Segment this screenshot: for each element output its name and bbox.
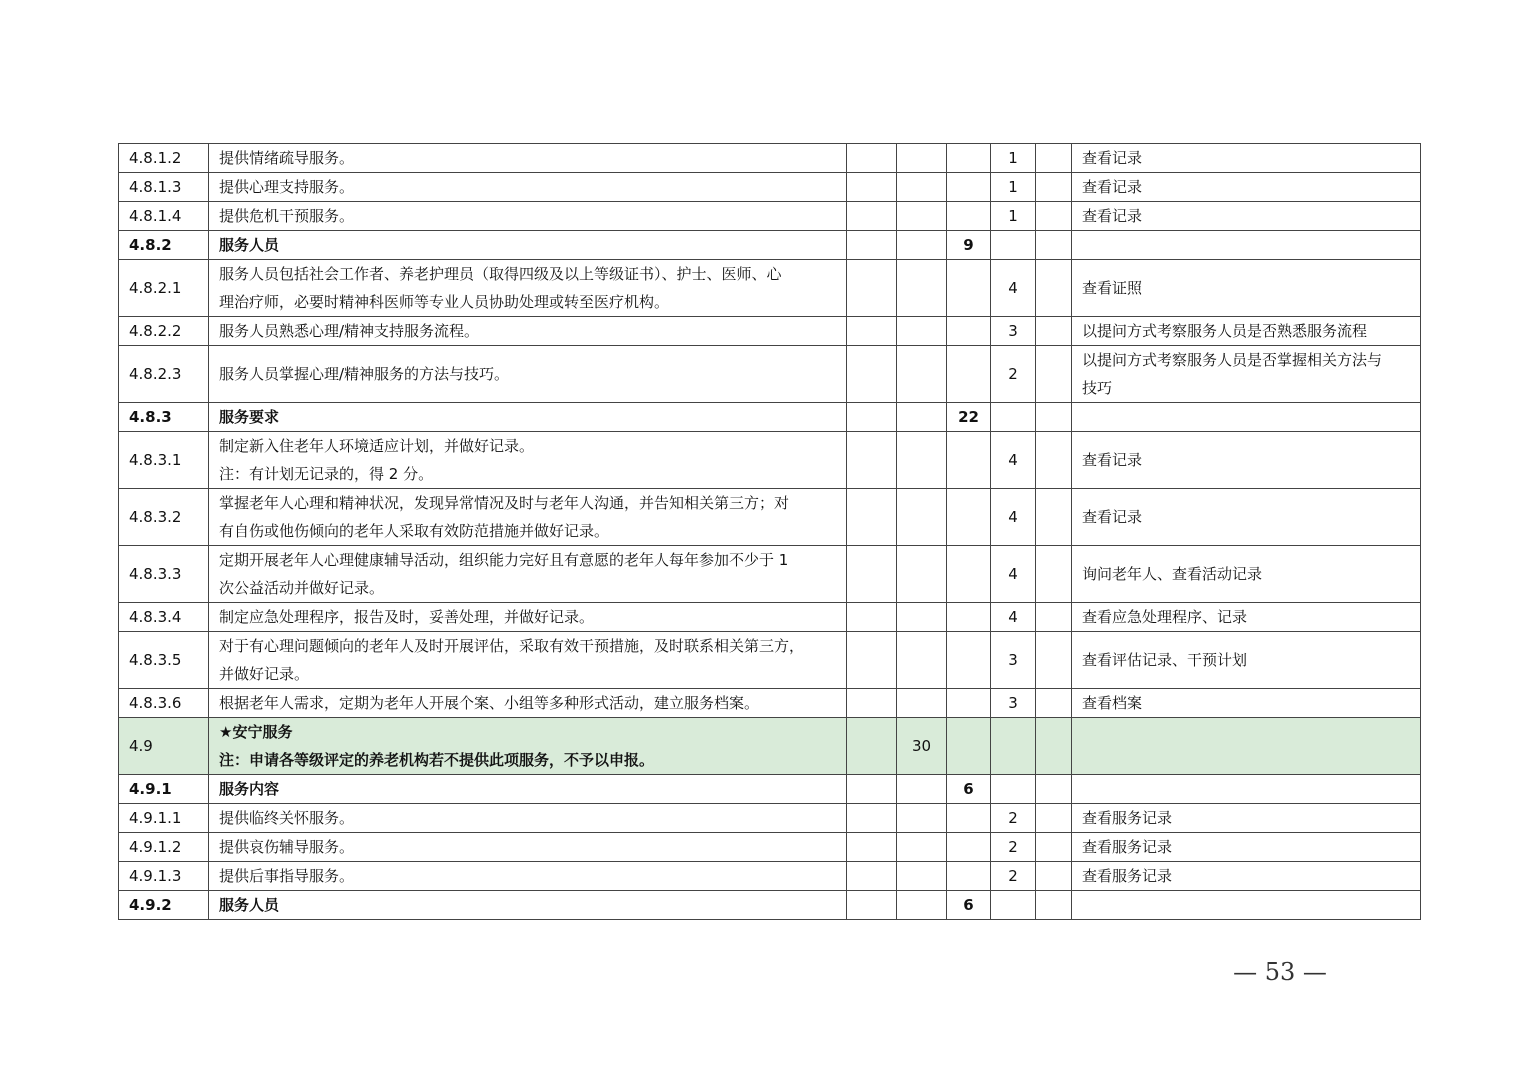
item-content	[209, 689, 847, 718]
score-col-3	[947, 432, 991, 489]
score-col-3	[947, 144, 991, 173]
content-line: 制定新入住老年人环境适应计划，并做好记录。	[219, 437, 535, 455]
score-col-2: 30	[897, 718, 947, 775]
score-col-3	[947, 489, 991, 546]
content-line: 服务内容	[219, 780, 280, 798]
item-content	[209, 632, 847, 689]
table-row	[119, 804, 1421, 833]
evaluation-method	[1072, 804, 1421, 833]
item-code: 4.8.3	[119, 403, 209, 432]
item-code: 4.8.1.3	[119, 173, 209, 202]
score-col-4: 4	[991, 546, 1036, 603]
content-line: 服务人员掌握心理/精神服务的方法与技巧。	[219, 365, 510, 383]
content-line: ★安宁服务	[219, 723, 293, 741]
table-row	[119, 260, 1421, 317]
score-col-2	[897, 833, 947, 862]
item-code: 4.8.1.2	[119, 144, 209, 173]
method-line: 查看档案	[1082, 694, 1143, 712]
score-col-4: 1	[991, 173, 1036, 202]
table-row	[119, 432, 1421, 489]
score-col-2	[897, 346, 947, 403]
score-col-4: 4	[991, 260, 1036, 317]
score-col-5	[1036, 891, 1072, 920]
score-col-5	[1036, 231, 1072, 260]
score-col-1	[847, 260, 897, 317]
score-col-2	[897, 317, 947, 346]
score-col-3	[947, 346, 991, 403]
table-row	[119, 346, 1421, 403]
score-col-3: 6	[947, 891, 991, 920]
item-code: 4.8.2	[119, 231, 209, 260]
score-col-3	[947, 260, 991, 317]
score-col-5	[1036, 489, 1072, 546]
method-line: 查看服务记录	[1082, 867, 1173, 885]
item-code: 4.8.3.4	[119, 603, 209, 632]
item-content	[209, 346, 847, 403]
item-content	[209, 144, 847, 173]
score-col-1	[847, 775, 897, 804]
score-col-4: 3	[991, 317, 1036, 346]
score-col-5	[1036, 432, 1072, 489]
content-line: 对于有心理问题倾向的老年人及时开展评估，采取有效干预措施，及时联系相关第三方，	[219, 637, 805, 655]
score-col-5	[1036, 346, 1072, 403]
content-line: 制定应急处理程序，报告及时，妥善处理，并做好记录。	[219, 608, 595, 626]
item-content	[209, 202, 847, 231]
item-code: 4.9	[119, 718, 209, 775]
item-content	[209, 173, 847, 202]
content-line: 服务人员熟悉心理/精神支持服务流程。	[219, 322, 480, 340]
score-col-1	[847, 403, 897, 432]
method-line: 查看记录	[1082, 508, 1143, 526]
item-content	[209, 862, 847, 891]
score-col-5	[1036, 202, 1072, 231]
score-col-2	[897, 603, 947, 632]
item-code: 4.8.2.1	[119, 260, 209, 317]
score-col-1	[847, 862, 897, 891]
score-col-5	[1036, 173, 1072, 202]
method-line: 查看服务记录	[1082, 809, 1173, 827]
score-col-5	[1036, 775, 1072, 804]
content-line: 提供临终关怀服务。	[219, 809, 355, 827]
section-row	[119, 775, 1421, 804]
content-line: 提供后事指导服务。	[219, 867, 355, 885]
method-line: 查看记录	[1082, 149, 1143, 167]
evaluation-method	[1072, 862, 1421, 891]
score-col-1	[847, 317, 897, 346]
score-col-2	[897, 202, 947, 231]
method-line: 查看记录	[1082, 178, 1143, 196]
section-row	[119, 231, 1421, 260]
score-col-4: 1	[991, 202, 1036, 231]
score-col-3	[947, 546, 991, 603]
content-line: 服务人员包括社会工作者、养老护理员（取得四级及以上等级证书）、护士、医师、心	[219, 265, 782, 283]
score-col-4: 3	[991, 632, 1036, 689]
score-col-5	[1036, 718, 1072, 775]
content-line: 并做好记录。	[219, 665, 310, 683]
item-content	[209, 489, 847, 546]
content-line: 服务人员	[219, 236, 280, 254]
section-row	[119, 891, 1421, 920]
content-line: 根据老年人需求，定期为老年人开展个案、小组等多种形式活动，建立服务档案。	[219, 694, 760, 712]
item-code: 4.8.3.2	[119, 489, 209, 546]
score-col-5	[1036, 689, 1072, 718]
table-row	[119, 202, 1421, 231]
score-col-3	[947, 804, 991, 833]
score-col-1	[847, 632, 897, 689]
score-col-1	[847, 202, 897, 231]
score-col-3	[947, 833, 991, 862]
score-col-1	[847, 231, 897, 260]
item-code: 4.8.3.1	[119, 432, 209, 489]
score-col-3	[947, 862, 991, 891]
score-col-1	[847, 489, 897, 546]
score-col-4	[991, 891, 1036, 920]
evaluation-method	[1072, 546, 1421, 603]
item-code: 4.8.3.3	[119, 546, 209, 603]
evaluation-method	[1072, 775, 1421, 804]
evaluation-method	[1072, 403, 1421, 432]
item-content	[209, 546, 847, 603]
score-col-5	[1036, 403, 1072, 432]
score-col-3	[947, 202, 991, 231]
score-col-3	[947, 632, 991, 689]
evaluation-method	[1072, 317, 1421, 346]
content-note: 注：申请各等级评定的养老机构若不提供此项服务，不予以申报。	[219, 751, 655, 769]
method-line: 查看服务记录	[1082, 838, 1173, 856]
score-col-5	[1036, 317, 1072, 346]
section-title	[209, 891, 847, 920]
score-col-2	[897, 891, 947, 920]
score-col-2	[897, 689, 947, 718]
content-line: 提供心理支持服务。	[219, 178, 355, 196]
page-number: — 53 —	[1233, 958, 1327, 986]
content-line: 提供哀伤辅导服务。	[219, 838, 355, 856]
score-col-5	[1036, 833, 1072, 862]
score-col-4: 4	[991, 489, 1036, 546]
score-col-5	[1036, 632, 1072, 689]
score-col-2	[897, 231, 947, 260]
score-col-1	[847, 689, 897, 718]
score-col-5	[1036, 144, 1072, 173]
score-col-2	[897, 862, 947, 891]
evaluation-method	[1072, 202, 1421, 231]
score-col-1	[847, 718, 897, 775]
score-col-1	[847, 804, 897, 833]
table-row	[119, 144, 1421, 173]
content-line: 掌握老年人心理和精神状况，发现异常情况及时与老年人沟通，并告知相关第三方；对	[219, 494, 790, 512]
method-line: 以提问方式考察服务人员是否掌握相关方法与	[1082, 351, 1383, 369]
evaluation-method	[1072, 689, 1421, 718]
section-title	[209, 775, 847, 804]
evaluation-method	[1072, 632, 1421, 689]
score-col-1	[847, 891, 897, 920]
evaluation-method	[1072, 231, 1421, 260]
score-col-4	[991, 718, 1036, 775]
score-col-1	[847, 546, 897, 603]
score-col-1	[847, 833, 897, 862]
item-code: 4.8.3.5	[119, 632, 209, 689]
evaluation-method	[1072, 489, 1421, 546]
section-title	[209, 403, 847, 432]
score-col-4: 3	[991, 689, 1036, 718]
section-row	[119, 403, 1421, 432]
evaluation-method	[1072, 432, 1421, 489]
score-col-5	[1036, 862, 1072, 891]
score-col-3	[947, 173, 991, 202]
content-note: 注：有计划无记录的，得 2 分。	[219, 465, 434, 483]
evaluation-method	[1072, 833, 1421, 862]
score-col-3: 22	[947, 403, 991, 432]
score-col-4	[991, 403, 1036, 432]
content-line: 理治疗师，必要时精神科医师等专业人员协助处理或转至医疗机构。	[219, 293, 670, 311]
score-col-2	[897, 489, 947, 546]
score-col-5	[1036, 603, 1072, 632]
score-col-1	[847, 603, 897, 632]
score-col-2	[897, 804, 947, 833]
score-col-4: 1	[991, 144, 1036, 173]
score-col-1	[847, 173, 897, 202]
score-col-1	[847, 346, 897, 403]
score-col-2	[897, 546, 947, 603]
item-content	[209, 317, 847, 346]
item-content	[209, 260, 847, 317]
table-row	[119, 833, 1421, 862]
item-code: 4.8.3.6	[119, 689, 209, 718]
table-row	[119, 632, 1421, 689]
item-code: 4.8.2.3	[119, 346, 209, 403]
method-line: 查看记录	[1082, 451, 1143, 469]
evaluation-method	[1072, 346, 1421, 403]
method-line: 询问老年人、查看活动记录	[1082, 565, 1263, 583]
score-col-4: 2	[991, 862, 1036, 891]
table-row	[119, 603, 1421, 632]
evaluation-method	[1072, 718, 1421, 775]
score-col-2	[897, 260, 947, 317]
evaluation-method	[1072, 173, 1421, 202]
score-col-4: 2	[991, 346, 1036, 403]
table-row	[119, 862, 1421, 891]
table-row	[119, 317, 1421, 346]
score-col-2	[897, 173, 947, 202]
table-row	[119, 546, 1421, 603]
score-col-2	[897, 403, 947, 432]
method-line: 查看应急处理程序、记录	[1082, 608, 1248, 626]
item-code: 4.9.1.1	[119, 804, 209, 833]
item-code: 4.9.1.2	[119, 833, 209, 862]
score-col-5	[1036, 260, 1072, 317]
score-col-1	[847, 432, 897, 489]
score-col-3: 6	[947, 775, 991, 804]
section-title	[209, 718, 847, 775]
score-col-3	[947, 718, 991, 775]
table-row	[119, 689, 1421, 718]
table-row	[119, 489, 1421, 546]
content-line: 有自伤或他伤倾向的老年人采取有效防范措施并做好记录。	[219, 522, 610, 540]
evaluation-method	[1072, 260, 1421, 317]
item-content	[209, 833, 847, 862]
score-col-2	[897, 775, 947, 804]
item-code: 4.8.2.2	[119, 317, 209, 346]
score-col-3	[947, 603, 991, 632]
score-col-2	[897, 144, 947, 173]
score-col-5	[1036, 804, 1072, 833]
item-code: 4.9.1	[119, 775, 209, 804]
item-content	[209, 603, 847, 632]
score-col-2	[897, 432, 947, 489]
content-line: 提供情绪疏导服务。	[219, 149, 355, 167]
score-col-4	[991, 231, 1036, 260]
evaluation-method	[1072, 144, 1421, 173]
score-col-5	[1036, 546, 1072, 603]
score-col-3: 9	[947, 231, 991, 260]
score-col-4	[991, 775, 1036, 804]
content-line: 提供危机干预服务。	[219, 207, 355, 225]
score-col-4: 2	[991, 833, 1036, 862]
method-line: 查看证照	[1082, 279, 1143, 297]
item-content	[209, 432, 847, 489]
score-col-4: 4	[991, 603, 1036, 632]
method-line: 查看记录	[1082, 207, 1143, 225]
content-line: 服务要求	[219, 408, 280, 426]
content-line: 服务人员	[219, 896, 280, 914]
item-code: 4.9.2	[119, 891, 209, 920]
item-content	[209, 804, 847, 833]
evaluation-method	[1072, 603, 1421, 632]
score-col-3	[947, 317, 991, 346]
score-col-2	[897, 632, 947, 689]
item-code: 4.8.1.4	[119, 202, 209, 231]
score-col-4: 2	[991, 804, 1036, 833]
section-title	[209, 231, 847, 260]
highlighted-section-row	[119, 718, 1421, 775]
evaluation-method	[1072, 891, 1421, 920]
method-line: 技巧	[1082, 379, 1113, 397]
content-line: 次公益活动并做好记录。	[219, 579, 385, 597]
table-row	[119, 173, 1421, 202]
evaluation-table	[118, 143, 1421, 920]
score-col-3	[947, 689, 991, 718]
score-col-1	[847, 144, 897, 173]
item-code: 4.9.1.3	[119, 862, 209, 891]
method-line: 以提问方式考察服务人员是否熟悉服务流程	[1082, 322, 1368, 340]
content-line: 定期开展老年人心理健康辅导活动，组织能力完好且有意愿的老年人每年参加不少于 1	[219, 551, 789, 569]
score-col-4: 4	[991, 432, 1036, 489]
method-line: 查看评估记录、干预计划	[1082, 651, 1248, 669]
